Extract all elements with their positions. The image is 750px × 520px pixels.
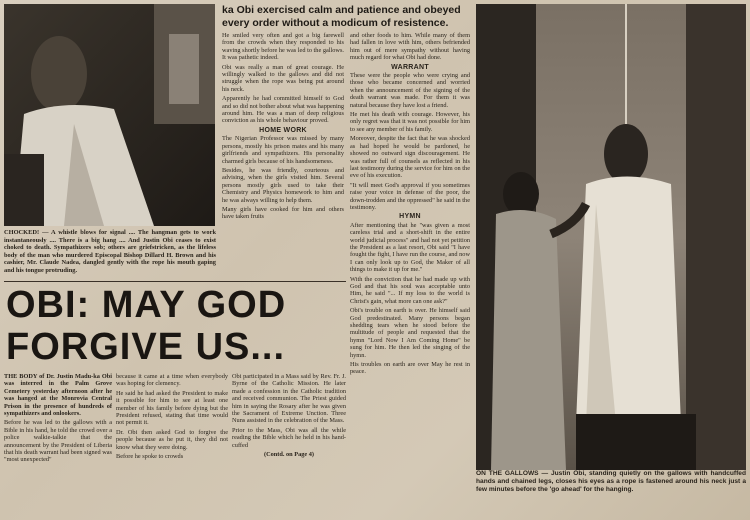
column-2 [222, 32, 344, 280]
column-3 [350, 32, 470, 510]
col2-p1: He smiled very often and got a big farewell from the crowds when they responded to his waving shortly before he was led to the gallows. It was pathetic indeed. [222, 32, 344, 62]
bottom-column-3 [232, 373, 346, 513]
headline: OBI: MAY GOD FORGIVE US... [6, 284, 287, 368]
bottom1-p2: Before he was led to the gallows with a Bible in his hand, he told the crowd over a police walkie-talkie that the announcement by the President of Liberia that his death warrant had been signed was "most unexpected" [4, 419, 112, 464]
col3b-p4: His troubles on earth are over May he rest in peace. [350, 361, 470, 376]
col3-p1: These were the people who were crying and those who became concerned and worried when the announcement of the signing of the death warrant was made. For them it was natural because they have lost a friend. [350, 72, 470, 109]
bottom1-p1: THE BODY of Dr. Justin Madu-ka Obi was interred in the Palm Grove Cemetery yesterday afternoon after he was hanged at the Monrovia Central Prison in the presence of hundreds of sympathizers and onlookers. [4, 373, 112, 418]
subhead-warrant: WARRANT [391, 63, 429, 71]
col3b-p1: After mentioning that he "was given a most careless trial and a short-shift in the entire world judicial process" and had not yet petition the President as a last resort, Obi said "I have fought the fight, I have run the course, and now I can only look up to God, the Maker of all things to make it up for me." [350, 221, 470, 274]
caption-right: ON THE GALLOWS — Justin Obi, standing quietly on the gallows with handcuffed hands and chained legs, closes his eyes as a rope is fastened around his neck just a few minutes before the 'go ahead' for the hanging. [476, 470, 746, 493]
photo-on-the-gallows [476, 4, 746, 470]
col2b-p3: Many girls have cooked for him and others have taken fruits [222, 205, 344, 221]
col3-p4: "It will meet God's approval if you sometimes raise your voice in defense of the poor, the down-trodden and the oppressed" he said in the testimony. [350, 181, 470, 211]
bottom3-p2: Prior to the Mass, Obi was all the while reading the Bible which he held in his hand-cuffed [232, 426, 346, 449]
col3b-p2: With the conviction that he had made up with God and that his soul was acceptable unto Him, he said "... If my loss to the world is Christ's gain, what more can one ask?" [350, 275, 470, 305]
headline-rule [4, 281, 346, 282]
continued-note: (Contd. on Page 4) [263, 451, 315, 459]
bottom2-p4: Before he spoke to crowds [116, 453, 184, 461]
bottom2-p3: Dr. Obi then asked God to forgive the people because as he put it, they did not know what they were doing. [116, 428, 228, 451]
banner-text: ka Obi exercised calm and patience and obeyed every order without a modicum of resistence. [222, 4, 461, 29]
subhead-home-work: HOME WORK [259, 126, 307, 134]
col2-p2: Obi was really a man of great courage. He willingly walked to the gallows and did not struggle when the rope was being put around his neck. [222, 63, 344, 93]
bottom-column-1 [4, 373, 112, 513]
col2b-p2: Besides, he was friendly, courteous and advising, when the girls visited him. Several persons mostly girls used to take their Chemistry and Physics homework to him and he was always willing to help them. [222, 166, 344, 204]
col2-p3: Apparently he had committed himself to God and so did not bother about what was happening around him. He was a man of deep religious conviction as his whole behaviour proved. [222, 95, 344, 125]
col2b-p1: The Nigerian Professor was missed by many persons, mostly his prison mates and his many girlfriends and sympathizers. His personality charmed girls because of his handsomeness. [222, 135, 344, 165]
col3b-p3: Obi's trouble on earth is over. He himself said God predestinated. Many persons began shedding tears when he stood before the multitude of people and requested that the hymn "Lord Now I Am Coming Home" be sung for him. He then led the singing of the hymn. [350, 307, 470, 359]
bottom2-p1: because it came at a time when everybody was hoping for clemency. [116, 373, 228, 388]
col3-p0: and other foods to him. While many of them had fallen in love with him, others befriended him out of mere sympathy without having much regard for what Obi had done. [350, 32, 470, 62]
bottom2-p2: He said he had asked the President to make it possible for him to see at least one member of his family before dying but the President refused, stating that time would not permit it. [116, 389, 228, 427]
subhead-hymn: HYMN [399, 213, 421, 221]
col3-p2: He met his death with courage. However, his only regret was that it was not possible for him to see any member of his family. [350, 111, 470, 133]
bottom-column-2 [116, 373, 228, 513]
bottom3-p1: Obi participated in a Mass said by Rev. Fr. J. Byrne of the Catholic Mission. He later made a confession in the Catholic tradition and received communion. The Priest guided him in saying the Rosary after he was given the Sacrament of Extreme Unction. Three Nuns assisted in the celebration of the Mass. [232, 373, 346, 425]
caption-left: CHOCKED! — A whistle blows for signal .... The hangman gets to work instantaneously .... There is a big hang .... And Justin Obi ceases to exist choked to death. Sympathizers sob; others are griefstricken, as the lifeless body of the man who murdered Episcopal Bishop Dillard H. Brown and his cashier, Mr. Claude Nadea, dangled gently with the rope his mouth gaping and his tongue protruding. [4, 229, 216, 274]
col3-p3: Moreover, despite the fact that he was shocked as had hoped he would be pardoned, he showed no outward sign discouragement. He was rather full of counsels as reflected in his last testimony during the service for him on the eve of his execution. [350, 135, 470, 180]
photo-hanged-man [4, 4, 215, 226]
